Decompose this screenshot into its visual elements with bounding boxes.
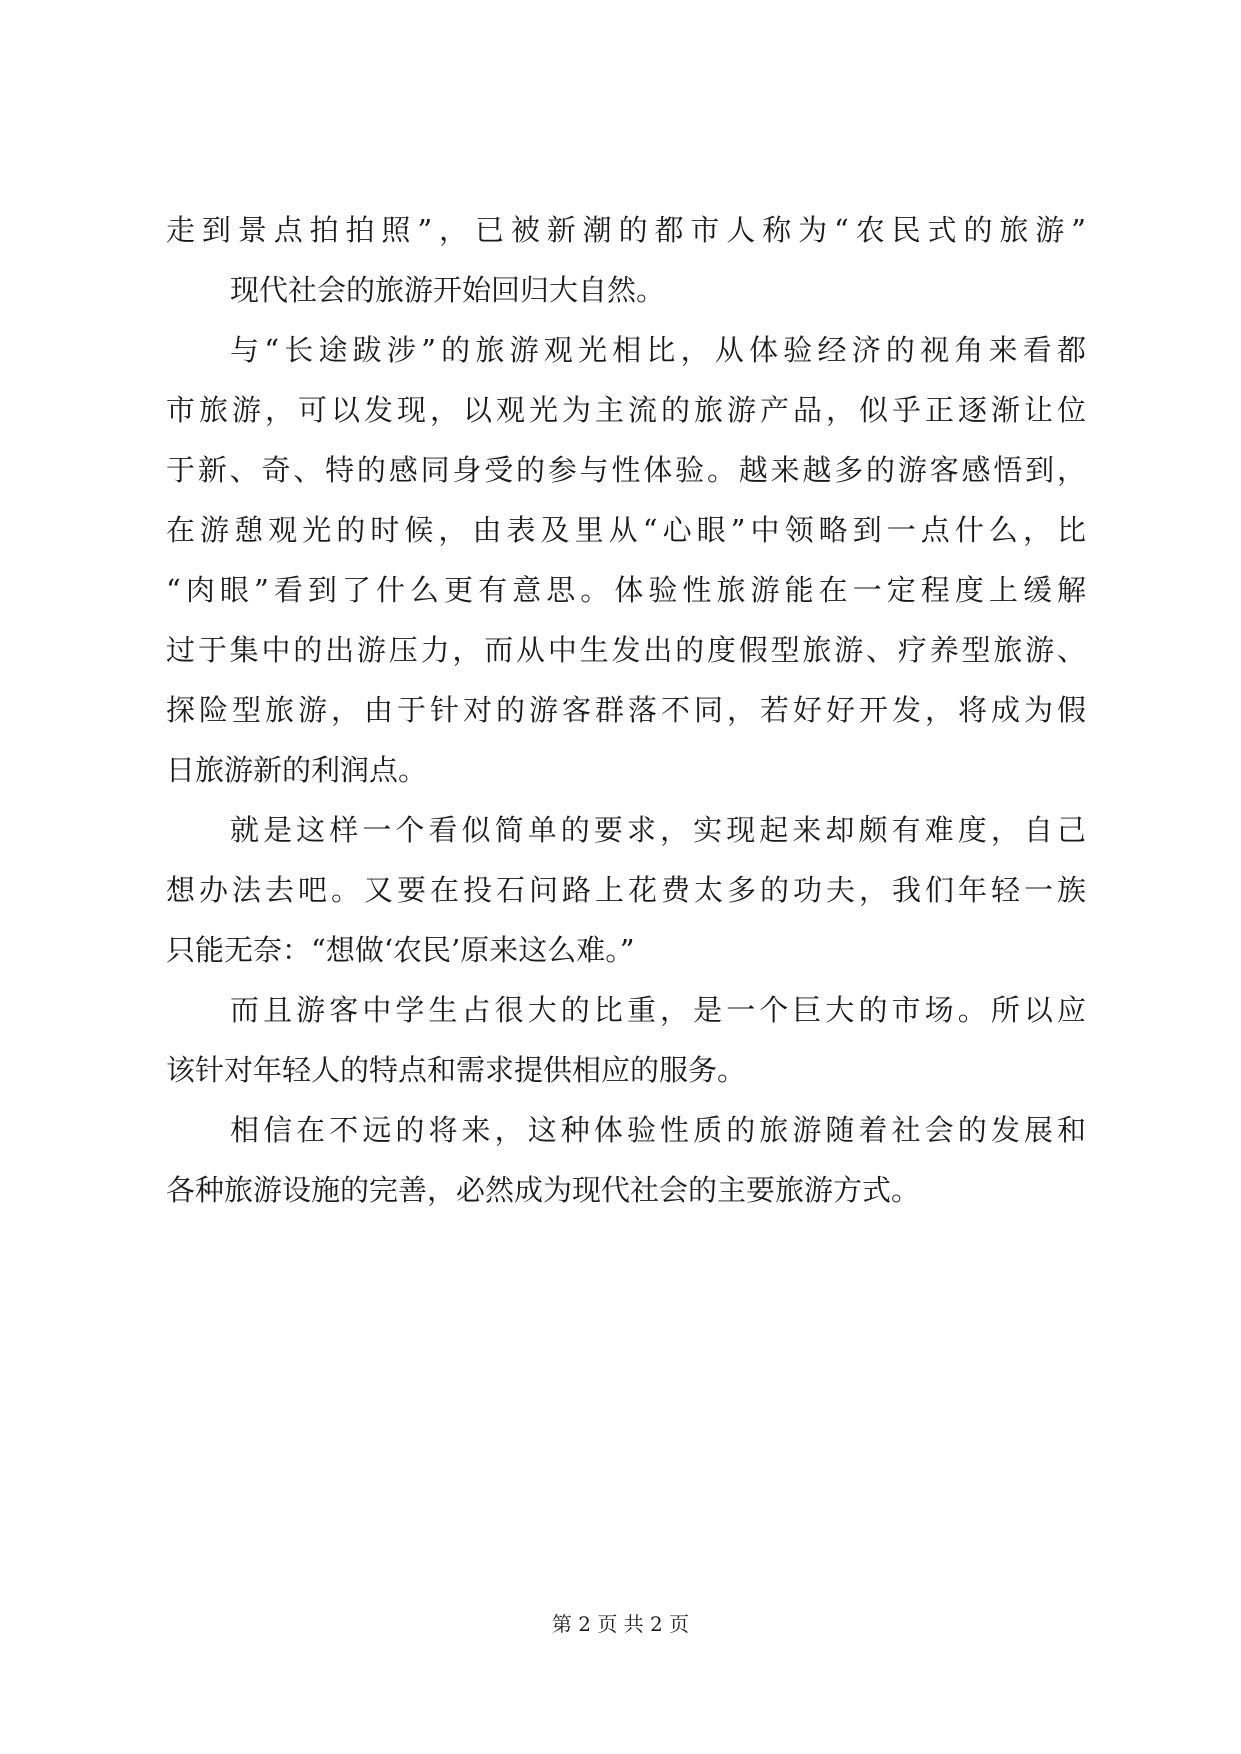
page-number-footer: 第 2 页 共 2 页 — [551, 1612, 690, 1636]
paragraph-4-line-3: 只能无奈：“想做‘农民’原来这么难。” — [166, 933, 635, 967]
paragraph-3-line-4: 在游憩观光的时候，由表及里从“心眼”中领略到一点什么，比 — [166, 513, 1086, 547]
paragraph-3-line-3: 于新、奇、特的感同身受的参与性体验。越来越多的游客感悟到， — [166, 453, 1086, 487]
paragraph-2-line-1: 现代社会的旅游开始回归大自然。 — [230, 273, 666, 307]
paragraph-3-line-5: “肉眼”看到了什么更有意思。体验性旅游能在一定程度上缓解 — [166, 573, 1086, 607]
paragraph-5-line-1: 而且游客中学生占很大的比重，是一个巨大的市场。所以应 — [230, 993, 1086, 1027]
paragraph-6-line-2: 各种旅游设施的完善，必然成为现代社会的主要旅游方式。 — [166, 1173, 921, 1207]
paragraph-3-line-6: 过于集中的出游压力，而从中生发出的度假型旅游、疗养型旅游、 — [166, 633, 1086, 667]
document-body — [166, 200, 1086, 1220]
paragraph-3-line-2: 市旅游，可以发现，以观光为主流的旅游产品，似乎正逐渐让位 — [166, 393, 1086, 427]
paragraph-3-line-7: 探险型旅游，由于针对的游客群落不同，若好好开发，将成为假 — [166, 693, 1086, 727]
paragraph-1-line-1: 走到景点拍拍照”，已被新潮的都市人称为“农民式的旅游” — [166, 213, 1086, 247]
paragraph-3-line-1: 与“长途跋涉”的旅游观光相比，从体验经济的视角来看都 — [230, 333, 1086, 367]
paragraph-4-line-2: 想办法去吧。又要在投石问路上花费太多的功夫，我们年轻一族 — [166, 873, 1086, 907]
paragraph-3-line-8: 日旅游新的利润点。 — [166, 753, 428, 787]
paragraph-6-line-1: 相信在不远的将来，这种体验性质的旅游随着社会的发展和 — [230, 1113, 1086, 1147]
paragraph-5-line-2: 该针对年轻人的特点和需求提供相应的服务。 — [166, 1053, 747, 1087]
paragraph-4-line-1: 就是这样一个看似简单的要求，实现起来却颇有难度，自己 — [230, 813, 1086, 847]
